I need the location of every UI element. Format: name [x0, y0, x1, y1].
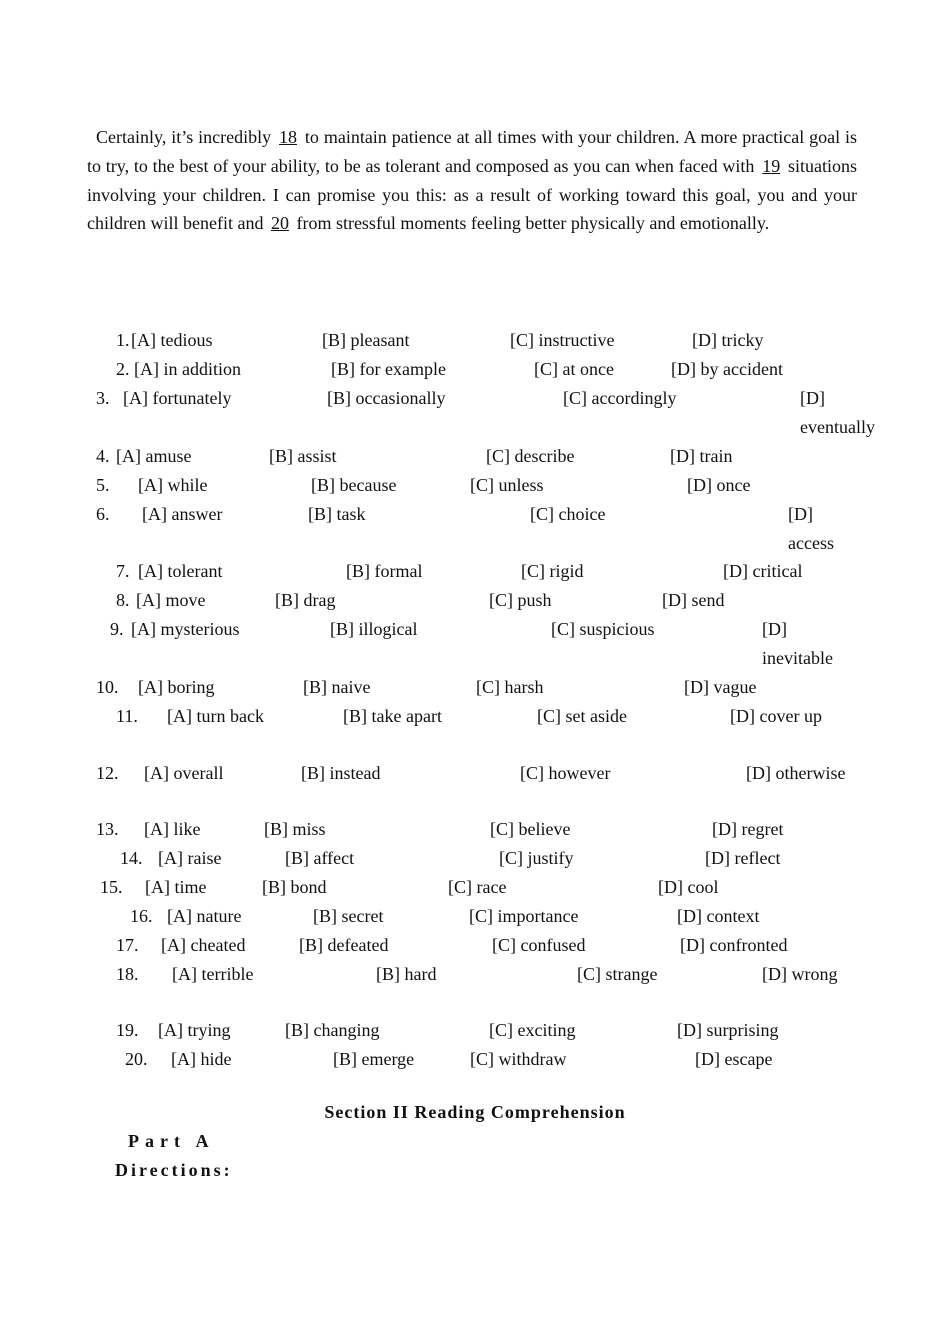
- option-b: [B] secret: [313, 906, 384, 926]
- question-number: 8.: [116, 590, 130, 610]
- option-a: [A] overall: [144, 763, 224, 783]
- question-number: 10.: [96, 677, 119, 697]
- option-b: [B] assist: [269, 446, 337, 466]
- question-number: 9.: [110, 619, 124, 639]
- option-a: [A] in addition: [134, 359, 241, 379]
- part-label: Part A: [128, 1131, 215, 1151]
- option-d: [D] tricky: [692, 330, 764, 350]
- option-b: [B] drag: [275, 590, 336, 610]
- option-b: [B] pleasant: [322, 330, 410, 350]
- option-a: [A] raise: [158, 848, 222, 868]
- option-d: [D] send: [662, 590, 725, 610]
- option-c: [C] race: [448, 877, 507, 897]
- option-d: [D] eventually: [800, 388, 875, 437]
- option-d: [D] escape: [695, 1049, 773, 1069]
- option-b: [B] take apart: [343, 706, 442, 726]
- option-c: [C] rigid: [521, 561, 584, 581]
- directions-label: Directions:: [115, 1160, 233, 1180]
- question-number: 7.: [116, 561, 130, 581]
- option-a: [A] terrible: [172, 964, 254, 984]
- option-d: [D] vague: [684, 677, 757, 697]
- option-a: [A] nature: [167, 906, 242, 926]
- passage-text-4: from stressful moments feeling better physically and emotionally.: [291, 213, 770, 234]
- option-a: [A] amuse: [116, 446, 192, 466]
- option-c: [C] at once: [534, 359, 614, 379]
- question-number: 20.: [125, 1049, 148, 1069]
- question-number: 19.: [116, 1020, 139, 1040]
- option-d: [D] critical: [723, 561, 803, 581]
- option-d: [D] inevitable: [762, 619, 833, 668]
- option-c: [C] importance: [469, 906, 579, 926]
- option-b: [B] because: [311, 475, 397, 495]
- question-number: 5.: [96, 475, 110, 495]
- option-a: [A] time: [145, 877, 207, 897]
- option-d: [D] once: [687, 475, 751, 495]
- blank-19: 19: [762, 155, 781, 176]
- option-b: [B] formal: [346, 561, 423, 581]
- option-c: [C] unless: [470, 475, 544, 495]
- question-number: 2.: [116, 359, 130, 379]
- question-number: 13.: [96, 819, 119, 839]
- passage-text-3: situations involving your children. I can promise you this: as a result of working toward this goal, you and your children will benefit and: [87, 155, 857, 234]
- option-d: [D] cool: [658, 877, 719, 897]
- option-a: [A] mysterious: [131, 619, 240, 639]
- option-a: [A] trying: [158, 1020, 231, 1040]
- cloze-passage: [87, 123, 857, 238]
- option-b: [B] hard: [376, 964, 437, 984]
- question-number: 11.: [116, 706, 138, 726]
- option-d: [D] surprising: [677, 1020, 779, 1040]
- blank-20: 20: [270, 213, 289, 234]
- section-title: Section II Reading Comprehension: [324, 1102, 626, 1122]
- option-b: [B] task: [308, 504, 366, 524]
- option-b: [B] instead: [301, 763, 381, 783]
- question-number: 17.: [116, 935, 139, 955]
- option-d: [D] confronted: [680, 935, 788, 955]
- option-c: [C] choice: [530, 504, 606, 524]
- option-d: [D] cover up: [730, 706, 822, 726]
- question-number: 6.: [96, 504, 110, 524]
- option-a: [A] turn back: [167, 706, 264, 726]
- option-d: [D] context: [677, 906, 760, 926]
- option-d: [D] wrong: [762, 964, 838, 984]
- option-d: [D] train: [670, 446, 733, 466]
- question-number: 16.: [130, 906, 153, 926]
- blank-18: 18: [279, 127, 298, 147]
- option-d: [D] access: [788, 504, 834, 553]
- option-c: [C] suspicious: [551, 619, 655, 639]
- passage-text-1: Certainly, it’s incredibly: [96, 127, 277, 147]
- question-number: 12.: [96, 763, 119, 783]
- option-a: [A] tolerant: [138, 561, 223, 581]
- option-a: [A] cheated: [161, 935, 246, 955]
- option-a: [A] fortunately: [123, 388, 232, 408]
- option-c: [C] push: [489, 590, 552, 610]
- question-number: 15.: [100, 877, 123, 897]
- option-c: [C] accordingly: [563, 388, 677, 408]
- option-b: [B] occasionally: [327, 388, 446, 408]
- option-c: [C] set aside: [537, 706, 627, 726]
- option-c: [C] exciting: [489, 1020, 576, 1040]
- option-a: [A] tedious: [131, 330, 213, 350]
- option-c: [C] believe: [490, 819, 571, 839]
- option-c: [C] confused: [492, 935, 586, 955]
- option-b: [B] emerge: [333, 1049, 415, 1069]
- option-a: [A] hide: [171, 1049, 232, 1069]
- option-b: [B] bond: [262, 877, 327, 897]
- option-c: [C] instructive: [510, 330, 615, 350]
- question-number: 3.: [96, 388, 110, 408]
- option-d: [D] by accident: [671, 359, 783, 379]
- option-c: [C] justify: [499, 848, 574, 868]
- option-b: [B] changing: [285, 1020, 380, 1040]
- option-a: [A] boring: [138, 677, 215, 697]
- option-c: [C] however: [520, 763, 611, 783]
- option-b: [B] affect: [285, 848, 355, 868]
- option-a: [A] answer: [142, 504, 223, 524]
- option-b: [B] illogical: [330, 619, 418, 639]
- option-d: [D] reflect: [705, 848, 781, 868]
- option-d: [D] regret: [712, 819, 784, 839]
- option-b: [B] defeated: [299, 935, 389, 955]
- question-number: 4.: [96, 446, 110, 466]
- option-b: [B] naive: [303, 677, 371, 697]
- question-number: 14.: [120, 848, 143, 868]
- option-b: [B] miss: [264, 819, 326, 839]
- option-c: [C] strange: [577, 964, 658, 984]
- option-c: [C] withdraw: [470, 1049, 567, 1069]
- option-a: [A] while: [138, 475, 208, 495]
- question-number: 1.: [116, 330, 130, 350]
- option-c: [C] harsh: [476, 677, 544, 697]
- option-a: [A] move: [136, 590, 206, 610]
- option-b: [B] for example: [331, 359, 446, 379]
- question-number: 18.: [116, 964, 139, 984]
- option-c: [C] describe: [486, 446, 575, 466]
- passage-text-2: to maintain patience at all times with your children. A more practical goal is to try, to the best of your ability, to be as tolerant and composed as you can when faced with: [87, 127, 858, 176]
- option-a: [A] like: [144, 819, 201, 839]
- option-d: [D] otherwise: [746, 763, 846, 783]
